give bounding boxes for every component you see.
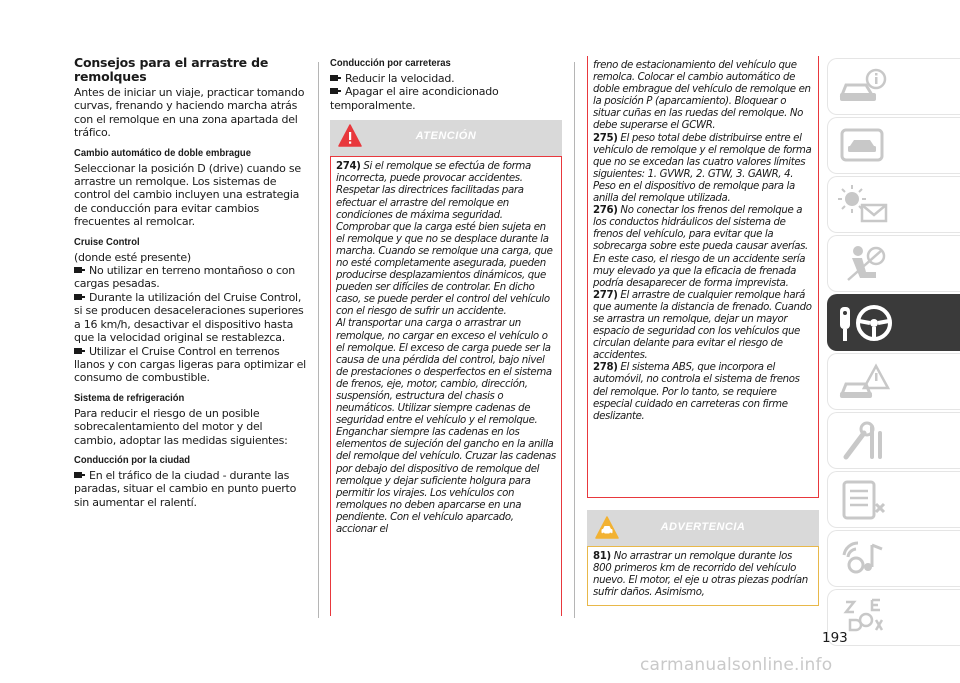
- wrench-tools-icon: [836, 419, 892, 463]
- bullet-arrow-icon: [74, 471, 85, 479]
- warning-274-continued: Al transportar una carga o arrastrar un remolque, no cargar en exceso el vehículo o el remolque. El exceso de carga puede ser la causa de una pérdida del control, bajo nivel de prestaciones o desperfectos en el sistema de frenos, eje, motor, cambio, dirección, suspensión, estructura del chasis o neumáticos. Utilizar siempre cadenas de seguridad entre el vehículo y el remolque. Enganchar siempre las cadenas en los elementos de sujeción del gancho en la anilla del remolque del vehículo. Cruzar las cadenas por debajo del dispositivo de remolque del remolque y dejar suficiente holgura para permitir los virajes. Los vehículos con remolques no deben aparcarse en una pendiente. Con el vehículo aparcado, accionar el: [336, 318, 556, 536]
- warning-box: [330, 156, 562, 616]
- tab-safety[interactable]: [827, 235, 960, 292]
- intro-text: Antes de iniciar un viaje, practicar tomando curvas, frenando y haciendo marcha atrás con el remolque en una zona apartada del tráfico.: [74, 86, 305, 140]
- bullet-item: En el tráfico de la ciudad - durante las paradas, situar el cambio en punto puerto sin aumentar el ralentí.: [74, 468, 297, 509]
- tab-starting-driving[interactable]: [827, 294, 960, 351]
- cruise-control-note: (donde esté presente): [74, 250, 191, 264]
- bullet-item: Apagar el aire acondicionado temporalmente.: [330, 85, 499, 112]
- column-left: [74, 56, 306, 509]
- key-steering-wheel-icon: [836, 301, 896, 347]
- bullet-item: Utilizar el Cruise Control en terrenos llanos y con cargas ligeras para optimizar el consumo de combustible.: [74, 344, 306, 385]
- warning-277: 277) El arrastre de cualquier remolque hará que aumente la distancia de frenado. Cuando se arrastra un remolque, dejar un mayor espacio de seguridad con los vehículos que circulan delante para evitar el riesgo de accidentes.: [593, 289, 812, 362]
- column-divider: [318, 62, 319, 618]
- bullet-arrow-icon: [330, 74, 341, 82]
- city-driving-title: Conducción por la ciudad: [74, 453, 191, 466]
- column-right: [587, 56, 819, 606]
- tab-multimedia[interactable]: [827, 530, 960, 587]
- bullet-item: No utilizar en terreno montañoso o con cargas pesadas.: [74, 264, 295, 291]
- advice-title: ADVERTENCIA: [660, 521, 746, 533]
- advice-81: 81) No arrastrar un remolque durante los 800 primeros km de recorrido del vehículo nuevo. El motor, el eje u otras piezas podrían sufrir daños. Asimismo,: [593, 551, 808, 599]
- car-info-icon: [836, 65, 892, 109]
- column-middle: [330, 56, 562, 616]
- warning-box-continued: [587, 56, 819, 498]
- warning-276: 276) No conectar los frenos del remolque a los conductos hidráulicos del sistema de frenos del vehículo, para evitar que la sobrecarga sobre este pueda causar averías. En este caso, el riesgo de un accidente sería muy elevado ya que la eficacia de frenada podría desaparecer de forma imprevista.: [593, 205, 808, 289]
- road-driving-title: Conducción por carreteras: [330, 57, 451, 69]
- airbag-seat-icon: [836, 242, 892, 286]
- auto-transmission-text: Seleccionar la posición D (drive) cuando se arrastre un remolque. Los sistemas de control del cambio incluyen una estrategia de conducción para evitar cambios frecuentes al remolcar.: [74, 161, 301, 229]
- tab-maintenance[interactable]: [827, 412, 960, 469]
- page-number: 193: [822, 630, 848, 646]
- warning-278: 278) El sistema ABS, que incorpora el automóvil, no controla el sistema de frenos del remolque. Por lo tanto, se requiere especial cuidado en carreteras con firme deslizante.: [593, 362, 800, 422]
- warning-275: 275) El peso total debe distribuirse entre el vehículo de remolque y el remolque de forma que no se excedan las cuatro valores límites siguientes: 1. GVWR, 2. GTW, 3. GAWR, 4. Peso en el dispositivo de remolque para la anilla del remolque utilizada.: [593, 132, 812, 205]
- bullet-arrow-icon: [330, 87, 341, 95]
- warning-header: [330, 120, 562, 156]
- tab-dashboard[interactable]: [827, 117, 960, 174]
- lights-envelope-icon: [836, 183, 892, 227]
- tab-specifications[interactable]: [827, 471, 960, 528]
- tab-lights-messages[interactable]: [827, 176, 960, 233]
- tab-emergency[interactable]: [827, 353, 960, 410]
- cooling-system-title: Sistema de refrigeración: [74, 391, 185, 404]
- warning-274: 274) Si el remolque se efectúa de forma incorrecta, puede provocar accidentes. Respetar las directrices facilitadas para efectuar el arrastre del remolque en condiciones de máxima seguridad. Comprobar que la carga esté bien sujeta en el remolque y que no se desplace durante la marcha. Cuando se remolque una carga, que no esté completamente asegurada, pueden producirse desplazamientos dinámicos, que pueden ser difíciles de controlar. En dicho caso, se puede perder el control del vehículo con el riesgo de sufrir un accidente.: [336, 161, 553, 318]
- bullet-arrow-icon: [74, 347, 85, 355]
- chapter-sidebar: [827, 58, 960, 648]
- cooling-system-text: Para reducir el riesgo de un posible sobrecalentamiento del motor y del cambio, adoptar las medidas siguientes:: [74, 406, 288, 447]
- cruise-control-title: Cruise Control: [74, 235, 140, 248]
- watermark: carmanualsonline.info: [640, 655, 833, 675]
- auto-transmission-title: Cambio automático de doble embrague: [74, 146, 251, 159]
- dashboard-icon: [836, 124, 892, 168]
- column-divider: [574, 62, 575, 618]
- car-warning-icon: [836, 360, 892, 404]
- bullet-item: Reducir la velocidad.: [330, 72, 562, 85]
- warning-274-end: freno de estacionamiento del vehículo que remolca. Colocar el cambio automático de doble embrague del vehículo de remolque en la posición P (aparcamiento). Bloquear o situar cuñas en las ruedas del remolque. No debe superarse el GCWR.: [593, 60, 811, 132]
- bullet-arrow-icon: [74, 293, 85, 301]
- bullet-arrow-icon: [74, 266, 85, 274]
- tab-car-info[interactable]: [827, 58, 960, 115]
- section-title: Consejos para el arrastre de remolques: [74, 55, 269, 84]
- multimedia-icon: [836, 537, 892, 581]
- warning-title: ATENCIÓN: [415, 130, 477, 143]
- bullet-item: Durante la utilización del Cruise Control, si se producen desaceleraciones superiores a 16 km/h, desactivar el dispositivo hasta que la velocidad original se restablezca.: [74, 290, 304, 345]
- advice-header: [587, 510, 819, 546]
- specifications-icon: [836, 478, 892, 522]
- advice-box: [587, 546, 819, 606]
